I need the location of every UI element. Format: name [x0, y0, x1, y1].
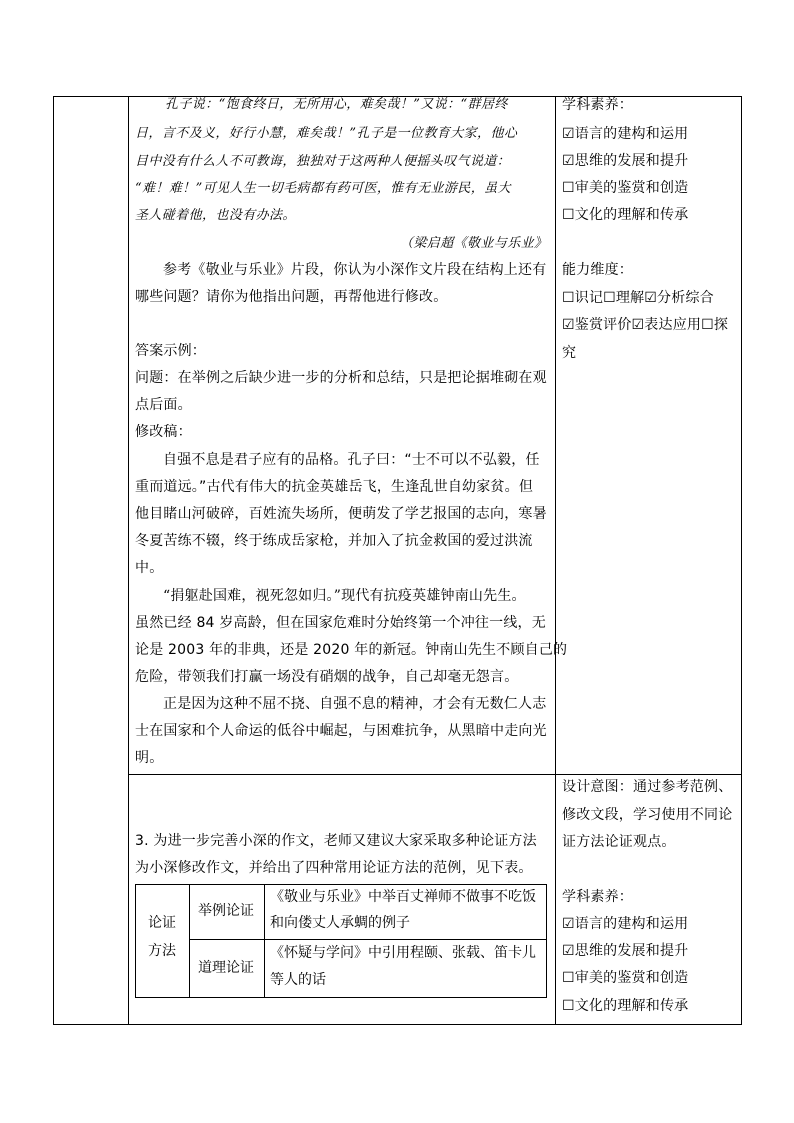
- intent-line: 证方法论证观点。: [562, 834, 676, 850]
- problem-line: 问题：在举例之后缺少进一步的分析和总结，只是把论据堆砌在观: [135, 370, 547, 386]
- inner-table-left: [135, 884, 136, 998]
- inner-table-right: [546, 884, 547, 998]
- paragraph-line: 正是因为这种不屈不挠、自强不息的精神，才会有无数仁人志: [163, 696, 547, 712]
- literacy-item: ☑语言的建构和运用: [562, 126, 689, 142]
- prompt-line: 参考《敬业与乐业》片段，你认为小深作文片段在结构上还有: [163, 262, 547, 278]
- table-bottom-border: [53, 1024, 742, 1025]
- table-right-border: [741, 96, 742, 1025]
- table-col-divider-1: [128, 96, 129, 1025]
- inner-table-div2: [264, 884, 265, 998]
- row-header: 论证: [148, 915, 176, 931]
- method-example: 等人的话: [270, 972, 326, 988]
- revision-label: 修改稿：: [135, 424, 192, 440]
- quote-line: 目中没有什么人不可教诲，独独对于这两种人便摇头叹气说道：: [135, 154, 511, 169]
- quote-source: （梁启超《敬业与乐业》: [400, 236, 548, 251]
- inner-table-bottom: [135, 997, 547, 998]
- inner-table-top: [135, 884, 547, 885]
- method-name: 举例论证: [198, 903, 254, 919]
- literacy-item: ☐文化的理解和传承: [562, 998, 689, 1014]
- paragraph-line: 冬夏苦练不辍，终于练成岳家枪，并加入了抗金救国的爱过洪流: [135, 533, 533, 549]
- intent-line: 修改文段，学习使用不同论: [562, 807, 733, 823]
- method-name: 道理论证: [198, 960, 254, 976]
- table-left-border: [53, 96, 54, 1025]
- paragraph-line: 虽然已经 84 岁高龄，但在国家危难时分始终第一个冲往一线，无: [135, 615, 546, 631]
- quote-line: 圣人碰着他，也没有办法。: [135, 208, 296, 223]
- method-example: 和向偻丈人承蜩的例子: [270, 915, 410, 931]
- paragraph-line: 重而道远。”古代有伟大的抗金英雄岳飞，生逢乱世自幼家贫。但: [135, 479, 534, 495]
- paragraph-line: 中。: [135, 560, 164, 576]
- paragraph-line: 自强不息是君子应有的品格。孔子曰：“士不可以不弘毅，任: [163, 452, 540, 468]
- table-row-divider: [128, 774, 742, 775]
- literacy-item: ☑思维的发展和提升: [562, 943, 689, 959]
- row-header: 方法: [148, 943, 176, 959]
- method-example: 《怀疑与学问》中引用程颐、张载、笛卡儿: [270, 945, 536, 961]
- table-col-divider-2: [555, 96, 556, 1025]
- literacy-item: ☐审美的鉴赏和创造: [562, 180, 689, 196]
- method-example: 《敬业与乐业》中举百丈禅师不做事不吃饭: [270, 889, 536, 905]
- ability-line: ☑鉴赏评价☑表达应用☐探: [562, 317, 729, 333]
- answer-label: 答案示例：: [135, 343, 206, 359]
- literacy-title: 学科素养：: [562, 889, 633, 905]
- ability-title: 能力维度：: [562, 262, 633, 278]
- literacy-item: ☑语言的建构和运用: [562, 916, 689, 932]
- prompt-line: 哪些问题？请你为他指出问题，再帮他进行修改。: [135, 289, 448, 305]
- task-line: 3. 为进一步完善小深的作文，老师又建议大家采取多种论证方法: [135, 833, 537, 849]
- inner-table-div1: [189, 884, 190, 998]
- quote-line: “难！难！”可见人生一切毛病都有药可医，惟有无业游民，虽大: [135, 181, 511, 196]
- paragraph-line: 论是 2003 年的非典，还是 2020 年的新冠。钟南山先生不顾自己的: [135, 642, 568, 658]
- quote-line: 日，言不及义，好行小慧，难矣哉！”孔子是一位教育大家，他心: [135, 126, 518, 141]
- problem-line: 点后面。: [135, 397, 192, 413]
- quote-line: 孔子说：“饱食终日，无所用心，难矣哉！”又说：“群居终: [165, 97, 508, 112]
- paragraph-line: 士在国家和个人命运的低谷中崛起，与困难抗争，从黑暗中走向光: [135, 723, 547, 739]
- task-line: 为小深修改作文，并给出了四种常用论证方法的范例，见下表。: [135, 860, 533, 876]
- literacy-item: ☐文化的理解和传承: [562, 207, 689, 223]
- paragraph-line: 明。: [135, 750, 164, 766]
- paragraph-line: 他目睹山河破碎，百姓流失场所，便萌发了学艺报国的志向，寒暑: [135, 506, 547, 522]
- literacy-title: 学科素养：: [562, 97, 633, 113]
- paragraph-line: “捐躯赴国难，视死忽如归。”现代有抗疫英雄钟南山先生。: [163, 588, 526, 604]
- intent-line: 设计意图：通过参考范例、: [562, 779, 733, 795]
- literacy-item: ☐审美的鉴赏和创造: [562, 970, 689, 986]
- literacy-item: ☑思维的发展和提升: [562, 153, 689, 169]
- paragraph-line: 危险，带领我们打赢一场没有硝烟的战争，自己却毫无怨言。: [135, 669, 519, 685]
- ability-line: 究: [562, 345, 577, 361]
- inner-table-mid: [189, 939, 547, 940]
- ability-line: ☐识记☐理解☑分析综合: [562, 290, 714, 306]
